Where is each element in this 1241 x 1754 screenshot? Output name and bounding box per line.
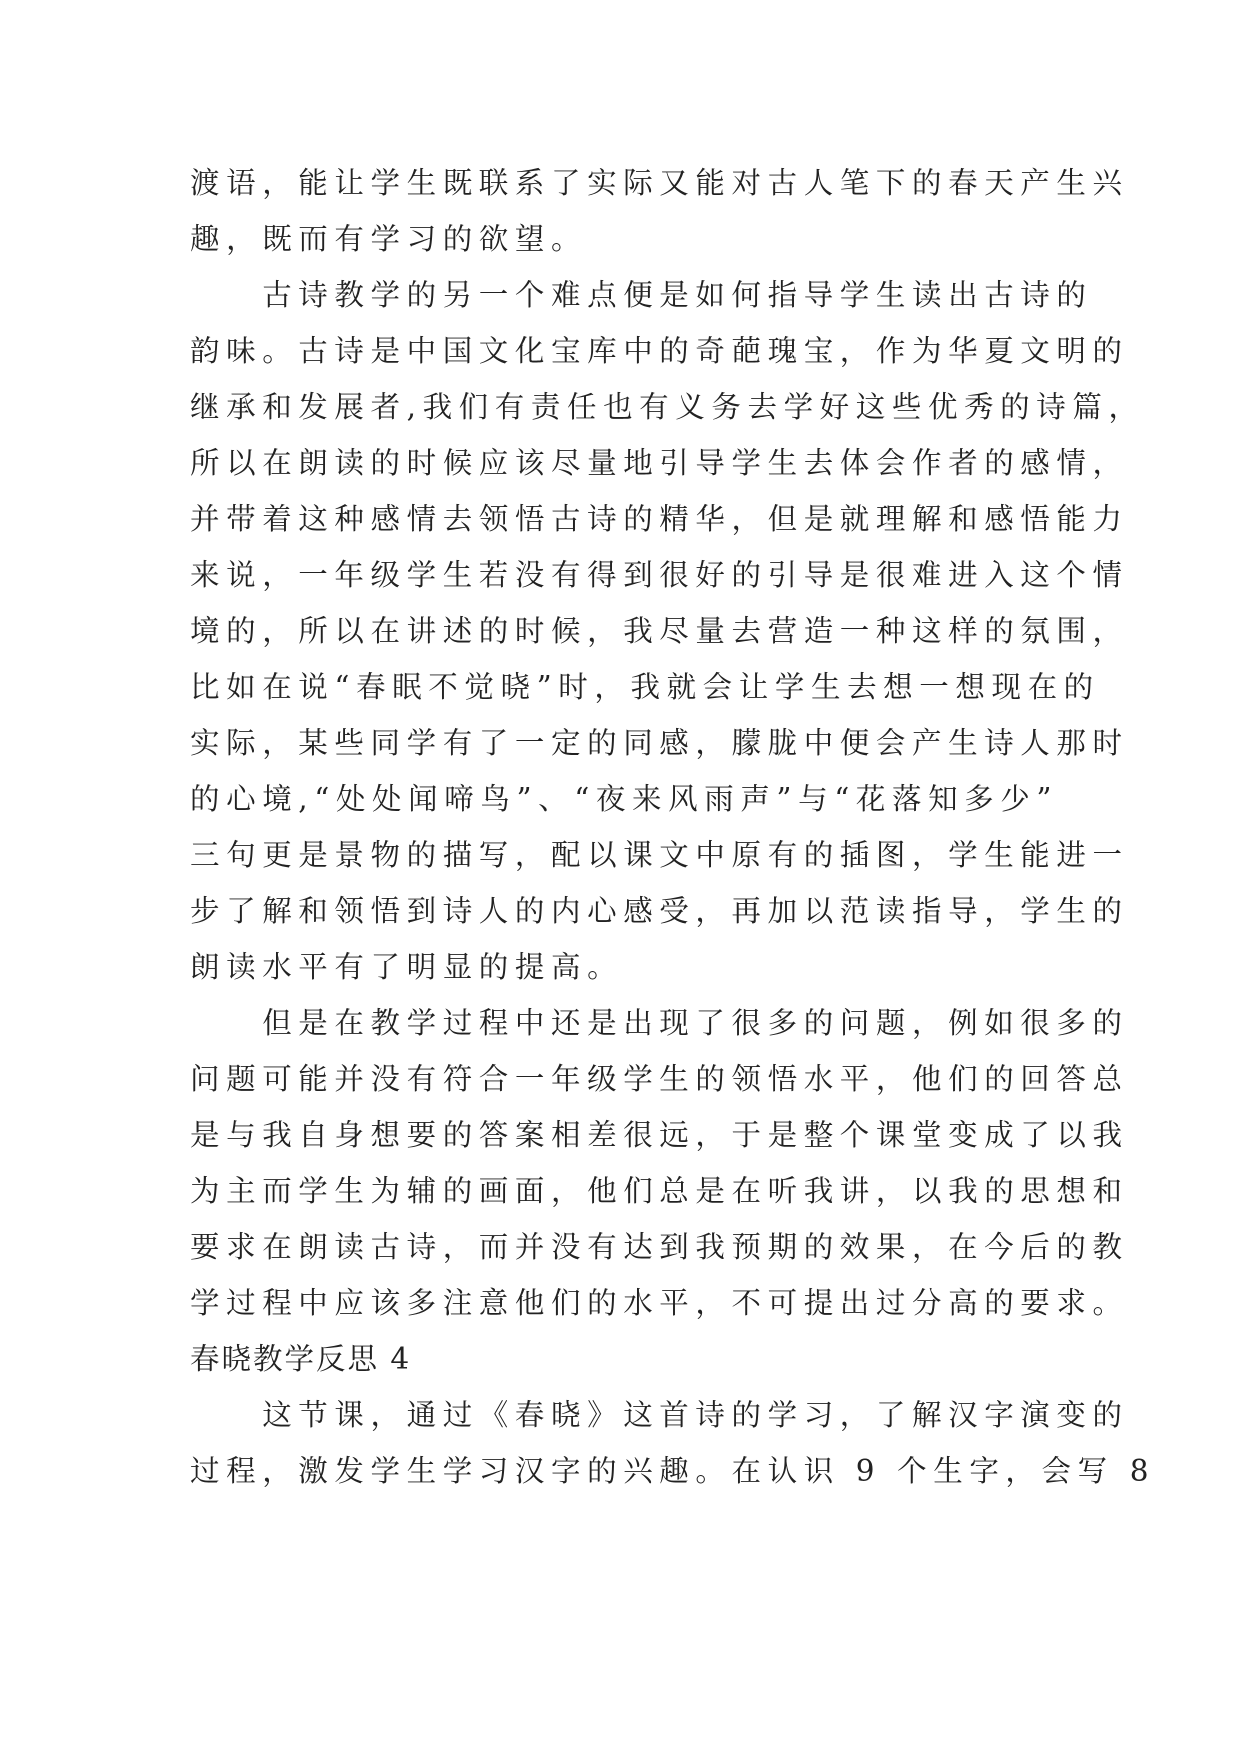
text-line: 是与我自身想要的答案相差很远，于是整个课堂变成了以我 [190, 1118, 1129, 1152]
text-line: 韵味。古诗是中国文化宝库中的奇葩瑰宝，作为华夏文明的 [190, 334, 1129, 368]
text-line: 问题可能并没有符合一年级学生的领悟水平，他们的回答总 [190, 1062, 1129, 1096]
text-line: 朗读水平有了明显的提高。 [190, 950, 624, 984]
text-line: 学过程中应该多注意他们的水平，不可提出过分高的要求。 [190, 1286, 1129, 1320]
text-line: 比如在说“春眠不觉晓”时，我就会让学生去想一想现在的 [190, 670, 1100, 704]
text-line: 为主而学生为辅的画面，他们总是在听我讲，以我的思想和 [190, 1174, 1129, 1208]
text-line: 古诗教学的另一个难点便是如何指导学生读出古诗的 [190, 278, 1093, 312]
text-line: 但是在教学过程中还是出现了很多的问题，例如很多的 [190, 1006, 1129, 1040]
document-body [190, 155, 1156, 1499]
section-heading: 春晓教学反思 4 [190, 1342, 412, 1376]
text-line: 趣，既而有学习的欲望。 [190, 222, 588, 256]
text-line: 并带着这种感情去领悟古诗的精华，但是就理解和感悟能力 [190, 502, 1129, 536]
text-line: 要求在朗读古诗，而并没有达到我预期的效果，在今后的教 [190, 1230, 1129, 1264]
text-line: 过程，激发学生学习汉字的兴趣。在认识 9 个生字，会写 8 [190, 1454, 1156, 1488]
text-line: 渡语，能让学生既联系了实际又能对古人笔下的春天产生兴 [190, 166, 1129, 200]
text-line: 步了解和领悟到诗人的内心感受，再加以范读指导，学生的 [190, 894, 1129, 928]
text-line: 所以在朗读的时候应该尽量地引导学生去体会作者的感情， [190, 446, 1129, 480]
text-line: 三句更是景物的描写，配以课文中原有的插图，学生能进一 [190, 838, 1129, 872]
text-line: 来说，一年级学生若没有得到很好的引导是很难进入这个情 [190, 558, 1129, 592]
text-line: 境的，所以在讲述的时候，我尽量去营造一种这样的氛围， [190, 614, 1129, 648]
text-line: 的心境,“处处闻啼鸟”、“夜来风雨声”与“花落知多少” [190, 782, 1059, 816]
text-line: 实际，某些同学有了一定的同感，朦胧中便会产生诗人那时 [190, 726, 1129, 760]
text-line: 这节课，通过《春晓》这首诗的学习，了解汉字演变的 [190, 1398, 1129, 1432]
text-line: 继承和发展者,我们有责任也有义务去学好这些优秀的诗篇， [190, 390, 1145, 424]
